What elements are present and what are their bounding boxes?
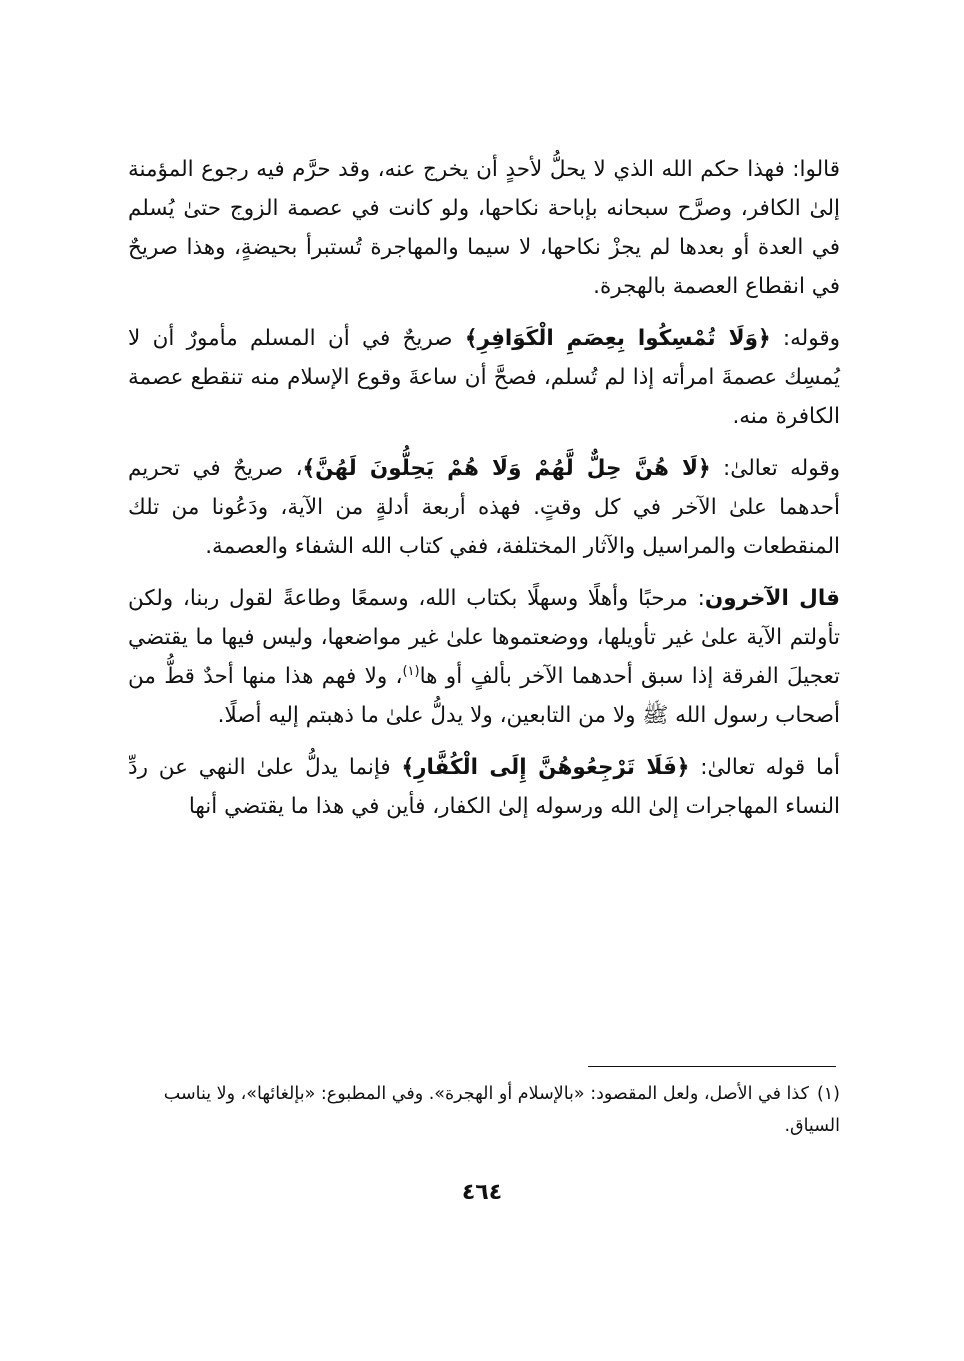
page-number: ٤٦٤ [461,1180,503,1205]
paragraph-3-rest: ، صريحٌ في تحريم أحدهما علىٰ الآخر في كل وقتٍ. فهذه أربعة أدلةٍ من الآية، ودَعُونا من تلك المنقطعات والمراسيل والآثار المختلفة، ففي كتاب الله الشفاء والعصمة. [128,456,840,559]
paragraph-2-rest: صريحٌ في أن المسلم مأمورٌ أن لا يُمسِك عصمةَ امرأته إذا لم تُسلم، فصحَّ أن ساعةَ وقوع الإسلام منه تنقطع عصمة الكافرة منه. [128,326,840,429]
paragraph-2-lead: وقوله: [770,326,840,351]
footnote-separator [588,1066,836,1067]
paragraph-5-lead: أما قوله تعالىٰ: [689,755,840,780]
paragraph-4-text: : مرحبًا وأهلًا وسهلًا بكتاب الله، وسمعًا وطاعةً لقول ربنا، ولكن تأولتم الآية علىٰ غير تأويلها، ووضعتموها علىٰ غير مواضعها، وليس فيها ما يقتضي تعجيلَ الفرقة إذا سبق أحدهما الآخر بألفٍ أو ها [128,586,840,689]
footnote-text: كذا في الأصل، ولعل المقصود: «بالإسلام أو الهجرة». وفي المطبوع: «بإلغائها»، ولا يناسب السياق. [163,1084,840,1136]
paragraph-2 [128,319,840,436]
paragraph-1-text: قالوا: فهذا حكم الله الذي لا يحلُّ لأحدٍ أن يخرج عنه، وقد حرَّم فيه رجوع المؤمنة إلىٰ الكافر، وصرَّح سبحانه بإباحة نكاحها، ولو كانت في عصمة الزوج حتىٰ يُسلم في العدة أو بعدها لم يجزْ نكاحها، لا سيما والمهاجرة تُستبرأ بحيضةٍ، وهذا صريحٌ في انقطاع العصمة بالهجرة. [128,157,840,299]
paragraph-1 [128,150,840,306]
paragraph-3 [128,449,840,566]
paragraph-5 [128,748,840,826]
quran-verse: ﴿لَا هُنَّ حِلٌّ لَّهُمْ وَلَا هُمْ يَحِلُّونَ لَهُنَّ﴾ [302,456,711,481]
paragraph-4-rest: ، ولا فهم هذا منها أحدٌ قطُّ من أصحاب رسول الله ﷺ ولا من التابعين، ولا يدلُّ علىٰ ما ذهبتم إليه أصلًا. [128,664,840,728]
paragraph-3-lead: وقوله تعالىٰ: [710,456,840,481]
quran-verse: ﴿وَلَا تُمْسِكُوا بِعِصَمِ الْكَوَافِرِ﴾ [464,326,771,351]
footnote-number: (١) [816,1084,840,1104]
footnote [128,1078,840,1142]
paragraph-4 [128,579,840,735]
page-body [128,150,840,839]
paragraph-4-lead: قال الآخرون [704,586,840,611]
quran-verse: ﴿فَلَا تَرْجِعُوهُنَّ إِلَى الْكُفَّارِ﴾ [401,755,690,780]
paragraph-5-rest: فإنما يدلُّ علىٰ النهي عن ردِّ النساء المهاجرات إلىٰ الله ورسوله إلىٰ الكفار، فأين في هذا ما يقتضي أنها [128,755,840,819]
footnote-marker: (١) [402,663,420,679]
